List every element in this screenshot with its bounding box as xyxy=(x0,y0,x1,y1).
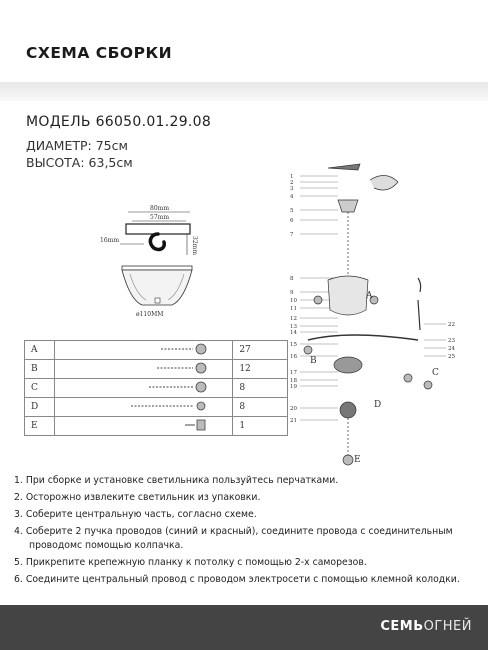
pendant-e-icon xyxy=(343,455,353,465)
callout-number: 22 xyxy=(448,322,455,328)
callout-number: 15 xyxy=(290,342,297,348)
ceiling-mount-icon xyxy=(328,164,360,170)
part-image xyxy=(54,398,232,417)
dim-32-label: 32mm xyxy=(191,236,198,256)
header xyxy=(0,0,488,101)
crystal-pendant-d-icon xyxy=(61,399,211,413)
instruction-step: 6. Соедините центральный провод с проводом электросети с помощью клемной колодки. xyxy=(14,574,460,585)
part-quantity: 12 xyxy=(233,360,288,379)
label-a: A xyxy=(366,291,373,301)
header-divider xyxy=(0,82,488,101)
table-row xyxy=(25,360,288,379)
table-row xyxy=(25,417,288,436)
brand-name-light: ОГНЕЙ xyxy=(423,619,472,634)
instruction-step: 2. Осторожно извлеките светильник из упаковки. xyxy=(14,492,261,503)
callout-number: 5 xyxy=(290,208,294,214)
canopy-screw xyxy=(155,298,160,303)
callout-number: 21 xyxy=(290,418,297,424)
callout-number: 20 xyxy=(290,406,297,412)
label-b: B xyxy=(310,356,317,366)
instruction-step: 4. Соберите 2 пучка проводов (синий и красный), соедините провода с соединительным xyxy=(14,526,453,537)
candle-arm xyxy=(418,278,421,330)
label-e: E xyxy=(354,455,361,465)
part-letter: B xyxy=(25,360,55,379)
footer-bar xyxy=(0,605,488,650)
canopy-shape xyxy=(338,200,358,212)
callout-number: 19 xyxy=(290,384,297,390)
table-row xyxy=(25,398,288,417)
callout-number: 6 xyxy=(290,218,294,224)
dim-80-label: 80mm xyxy=(150,205,170,212)
brand-name-bold: СЕМЬ xyxy=(380,619,424,634)
crystal-pendant-c-icon xyxy=(61,380,211,394)
crystal-pendant-e-icon xyxy=(61,418,211,432)
callout-number: 18 xyxy=(290,378,297,384)
callout-number: 10 xyxy=(290,298,297,304)
callout-number: 25 xyxy=(448,354,455,360)
callout-number: 14 xyxy=(290,330,297,336)
instruction-list xyxy=(14,472,484,588)
bottom-ball xyxy=(340,402,356,418)
brand-logo xyxy=(380,619,472,634)
callout-number: 12 xyxy=(290,316,297,322)
callout-number: 1 xyxy=(290,174,294,180)
pendant-b-icon xyxy=(304,346,312,354)
instruction-step-continuation: проводомс помощью колпачка. xyxy=(29,540,184,551)
pendant-c-icon xyxy=(404,374,412,382)
part-image xyxy=(54,379,232,398)
callout-number: 13 xyxy=(290,324,297,330)
canopy-top xyxy=(122,266,192,270)
height-spec: ВЫСОТА: 63,5см xyxy=(26,155,133,170)
part-quantity: 8 xyxy=(233,398,288,417)
part-quantity: 8 xyxy=(233,379,288,398)
canopy-diameter-label: ø110MM xyxy=(136,311,164,318)
label-d: D xyxy=(374,400,382,410)
callout-number: 7 xyxy=(290,232,294,238)
instruction-step: 1. При сборке и установке светильника пользуйтесь перчатками. xyxy=(14,475,339,486)
callout-number: 24 xyxy=(448,346,455,352)
arms xyxy=(308,335,418,340)
upper-body xyxy=(328,276,368,315)
crystal-pendant-b-icon xyxy=(61,361,211,375)
callout-number: 11 xyxy=(290,306,297,312)
chandelier-diagram xyxy=(288,160,468,475)
callout-number: 8 xyxy=(290,276,294,282)
instruction-step: 5. Прикрепите крепежную планку к потолку с помощью 2-х саморезов. xyxy=(14,557,367,568)
dim-57-label: 57mm xyxy=(150,214,170,221)
callout-number: 4 xyxy=(290,194,294,200)
table-row xyxy=(25,379,288,398)
part-image xyxy=(54,341,232,360)
part-letter: C xyxy=(25,379,55,398)
callout-number: 16 xyxy=(290,354,297,360)
callout-number: 9 xyxy=(290,290,294,296)
model-number: МОДЕЛЬ 66050.01.29.08 xyxy=(26,114,212,130)
part-quantity: 1 xyxy=(233,417,288,436)
hook-icon xyxy=(150,234,164,249)
part-letter: D xyxy=(25,398,55,417)
page-title: СХЕМА СБОРКИ xyxy=(26,44,173,62)
label-c: C xyxy=(432,368,439,378)
instruction-step: 3. Соберите центральную часть, согласно схеме. xyxy=(14,509,257,520)
part-letter: A xyxy=(25,341,55,360)
part-image xyxy=(54,417,232,436)
wire-connector-detail xyxy=(370,175,398,190)
callout-number: 3 xyxy=(290,186,294,192)
parts-table xyxy=(24,340,288,436)
part-quantity: 27 xyxy=(233,341,288,360)
part-letter: E xyxy=(25,417,55,436)
callout-number: 23 xyxy=(448,338,455,344)
callout-number: 2 xyxy=(290,180,294,186)
pendant-a-icon xyxy=(314,296,322,304)
dim-16-label: 16mm xyxy=(100,237,120,244)
callout-number: 17 xyxy=(290,370,297,376)
crystal-pendant-a-icon xyxy=(61,342,211,356)
table-row xyxy=(25,341,288,360)
part-image xyxy=(54,360,232,379)
diameter-spec: ДИАМЕТР: 75см xyxy=(26,138,128,153)
pendant-c-icon xyxy=(424,381,432,389)
center-bowl xyxy=(334,357,362,373)
mount-dimensions-diagram xyxy=(100,200,210,325)
